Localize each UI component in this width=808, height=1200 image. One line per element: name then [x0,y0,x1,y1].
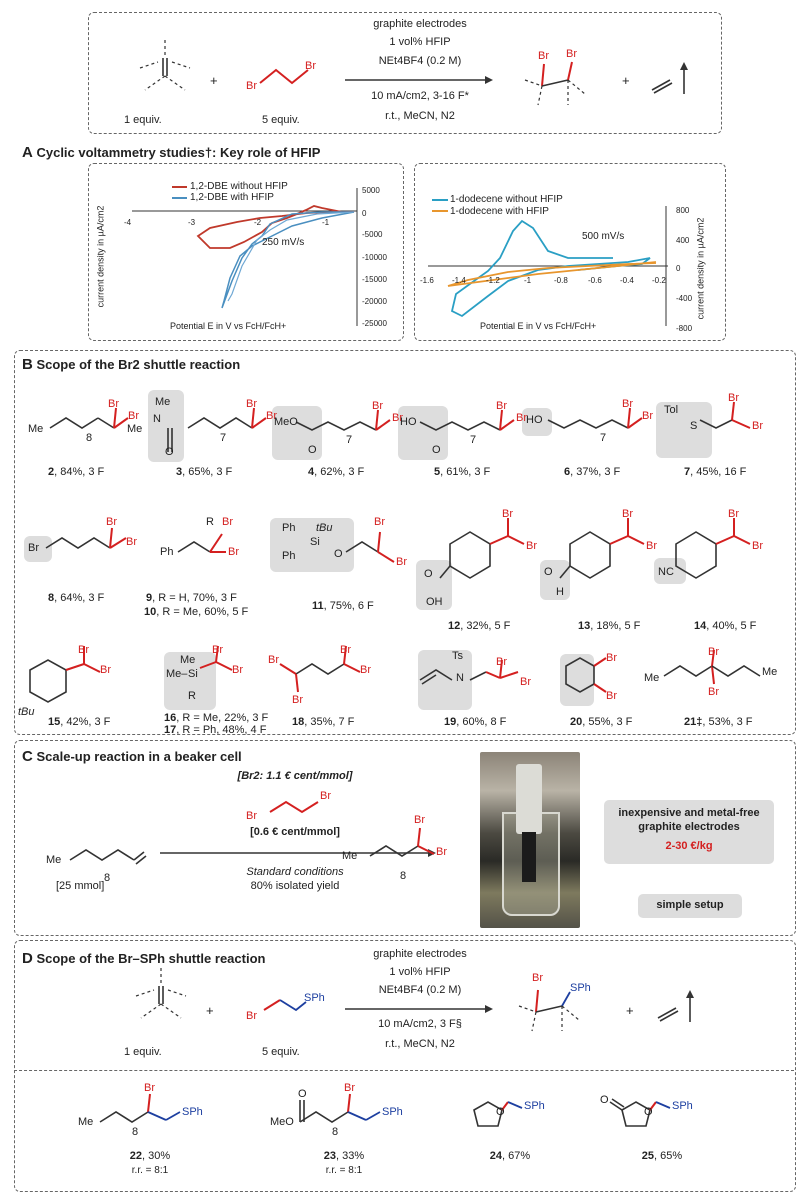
section-b-title: Scope of the Br2 shuttle reaction [36,357,241,372]
c18-br1: Br [268,654,279,666]
cap-2: 2, 84%, 3 F [48,466,105,478]
cv-right-ylabel: current density in µA/cm2 [695,217,706,320]
c5-o: O [432,444,441,456]
cv-left-xtick-3: -2 [254,218,262,227]
cap-3: 3, 65%, 3 F [176,466,233,478]
c7-s: S [690,420,698,432]
c11-tbu: tBu [316,522,333,534]
cap-12: 12, 32%, 5 F [448,620,511,632]
cap-10: 10, R = Me, 60%, 5 F [144,606,249,618]
cv-right-ytick-5: -800 [676,324,693,333]
cv-left-legend-1: 1,2-DBE without HFIP [190,181,288,192]
cv-left-xlabel: Potential E in V vs FcH/FcH+ [170,321,287,331]
d22-me: Me [78,1116,94,1128]
section-d-heading [22,950,265,967]
d25-sph: SPh [672,1100,693,1112]
d-prod-br: Br [532,972,543,984]
cv-left-ytick-3: -5000 [362,230,383,239]
top-br-1: Br [246,80,257,92]
feature-1-text: inexpensive and metal-free graphite electrodes [618,807,760,833]
d-cond-1: graphite electrodes [373,948,467,960]
cv-right-xtick-4: -1 [524,276,532,285]
cap-5: 5, 61%, 3 F [434,466,491,478]
cap-23: 23, 33% [323,1150,365,1162]
cap-17: 17, R = Ph, 48%, 4 F [164,724,267,736]
cap-25: 25, 65% [641,1150,683,1162]
cap-13: 13, 18%, 5 F [578,620,641,632]
d-eq2: 5 equiv. [262,1046,300,1058]
section-b-heading [22,356,240,373]
c4-n7: 7 [346,434,353,446]
d24-o: O [496,1106,505,1118]
c-cond-1: Standard conditions [246,866,344,878]
top-prod-br2: Br [566,48,577,60]
d25-o1: O [600,1094,609,1106]
c6-br2: Br [642,410,653,422]
section-c-heading [22,748,242,765]
c-br2-cost: [Br2: 1.1 € cent/mmol] [237,770,353,782]
cv-right-legend-2: 1-dodecene with HFIP [450,206,549,217]
c2-br1: Br [108,398,119,410]
c4-br2: Br [392,412,403,424]
cv-right-ytick-2: 400 [676,236,690,245]
c16-br1: Br [212,644,223,656]
c16-br2: Br [232,664,243,676]
c8-br0: Br [28,542,39,554]
row3-structures [0,640,808,720]
c14-br2: Br [752,540,763,552]
d23-sph: SPh [382,1106,403,1118]
c2-me: Me [28,423,44,435]
c19-n: N [456,672,464,684]
c3-me1: Me [155,396,171,408]
cap-8: 8, 64%, 3 F [48,592,105,604]
cv-left-ytick-2: 0 [362,209,367,218]
feature-2-text: simple setup [656,899,724,911]
d23-br: Br [344,1082,355,1094]
d25-o2: O [644,1106,653,1118]
c14-br1: Br [728,508,739,520]
c5-br1: Br [496,400,507,412]
c5-br2: Br [516,412,527,424]
c7-br2: Br [752,420,763,432]
cap-24: 24, 67% [489,1150,531,1162]
d22-br: Br [144,1082,155,1094]
d-scope-structures [0,1080,808,1160]
cv-right-xtick-8: -0.2 [652,276,666,285]
c4-o: O [308,444,317,456]
d-reagent-br: Br [246,1010,257,1022]
c13-h: H [556,586,564,598]
c8-br2: Br [126,536,137,548]
c11-ph2: Ph [282,550,296,562]
beaker-cell-photo [480,752,580,928]
c-product-structure [330,816,470,876]
cap-23-rr: r.r. = 8:1 [325,1165,363,1176]
c3-me2: Me [127,423,143,435]
top-ethylene [650,60,700,100]
cv-left-xtick-1: -4 [124,218,132,227]
cv-left-ytick-7: -25000 [362,319,387,328]
cap-20: 20, 55%, 3 F [570,716,633,728]
cap-21: 21‡, 53%, 3 F [684,716,753,728]
cap-9: 9, R = H, 70%, 3 F [146,592,237,604]
c14-nc: NC [658,566,674,578]
cv-left-scanrate: 250 mV/s [262,237,305,248]
cv-left-ytick-1: 5000 [362,186,380,195]
c3-o: O [165,446,174,458]
cv-right-ytick-4: -400 [676,294,693,303]
cap-22-rr: r.r. = 8:1 [131,1165,169,1176]
cap-19: 19, 60%, 8 F [444,716,507,728]
c12-br1: Br [502,508,513,520]
cv-right-xtick-7: -0.4 [620,276,634,285]
c18-br4: Br [360,664,371,676]
cap-16: 16, R = Me, 22%, 3 F [164,712,269,724]
c18-br2: Br [292,694,303,706]
c12-oh: OH [426,596,443,608]
cv-right-xtick-2: -1.4 [452,276,466,285]
c6-br1: Br [622,398,633,410]
top-cond-3: NEt4BF4 (0.2 M) [378,55,462,67]
c-prod-n8: 8 [400,870,407,882]
c6-ho: HO [526,414,543,426]
cv-left-ytick-5: -15000 [362,275,387,284]
d-alkene-structure [126,968,196,1028]
c21-br2: Br [708,686,719,698]
c20-br1: Br [606,652,617,664]
cv-left-blue-curve-2 [228,212,354,301]
electrode-holder [516,764,542,834]
cv-right-ytick-1: 800 [676,206,690,215]
d-prod-sph: SPh [570,982,591,994]
cv-right-ytick-3: 0 [676,264,681,273]
cap-15: 15, 42%, 3 F [48,716,111,728]
c18-br3: Br [340,644,351,656]
section-a-heading [22,144,320,161]
cap-11: 11, 75%, 6 F [312,600,374,612]
c11-ph1: Ph [282,522,296,534]
c9-ph: Ph [160,546,174,558]
cv-right-xtick-1: -1.6 [420,276,434,285]
cv-left-ytick-6: -20000 [362,297,387,306]
d-eq1: 1 equiv. [124,1046,162,1058]
c19-br2: Br [520,676,531,688]
d-reagent-sph: SPh [304,992,325,1004]
d23-meo: MeO [270,1116,294,1128]
c6-n7: 7 [600,432,607,444]
c-prod-br1: Br [414,814,425,826]
cv-left-blue-curve-1 [222,212,354,308]
d23-n8: 8 [332,1126,339,1138]
c9-br2: Br [228,546,239,558]
top-plus: + [210,73,218,88]
c15-br1: Br [78,644,89,656]
c20-br2: Br [606,690,617,702]
d22-sph: SPh [182,1106,203,1118]
c15-tbu: tBu [18,706,35,718]
d-cond-2: 1 vol% HFIP [389,966,451,978]
cap-22: 22, 30% [129,1150,171,1162]
c11-br1: Br [374,516,385,528]
cap-18: 18, 35%, 7 F [292,716,355,728]
top-cond-1: graphite electrodes [373,18,467,30]
cap-7: 7, 45%, 16 F [684,466,747,478]
top-eq2: 5 equiv. [262,114,300,126]
cv-left-ylabel: current density in µA/cm2 [95,205,106,308]
cv-left-xtick-2: -3 [188,218,196,227]
d24-sph: SPh [524,1100,545,1112]
cap-4: 4, 62%, 3 F [308,466,365,478]
top-product-structure [520,50,600,110]
c-cond-2: 80% isolated yield [250,880,340,892]
c3-br2: Br [266,410,277,422]
cv-left-ytick-4: -10000 [362,253,387,262]
section-c-letter: C [22,748,33,765]
top-arrow [345,75,495,85]
d-divider [14,1070,794,1071]
top-plus-2: + [622,73,630,88]
c3-n: N [153,413,161,425]
c11-si: Si [310,536,320,548]
c13-o: O [544,566,553,578]
c13-br2: Br [646,540,657,552]
top-eq1: 1 equiv. [124,114,162,126]
c4-br1: Br [372,400,383,412]
c11-br2: Br [396,556,407,568]
d-plus: + [206,1003,214,1018]
d-cond-4: 10 mA/cm2, 3 F§ [378,1018,462,1030]
d-cond-5: r.t., MeCN, N2 [385,1038,455,1050]
cap-14: 14, 40%, 5 F [694,620,757,632]
top-prod-br1: Br [538,50,549,62]
top-cond-2: 1 vol% HFIP [389,36,451,48]
top-br-2: Br [305,60,316,72]
c5-n7: 7 [470,434,477,446]
c-reagent-br2: Br [320,790,331,802]
c-prod-me: Me [342,850,358,862]
c13-br1: Br [622,508,633,520]
c21-me1: Me [644,672,660,684]
c3-n7: 7 [220,432,227,444]
cv-right-xtick-6: -0.6 [588,276,602,285]
c16-si: Si [188,668,198,680]
d23-o: O [298,1088,307,1100]
c-start-n8: 8 [104,872,111,884]
c11-o: O [334,548,343,560]
c7-tol: Tol [664,404,679,416]
c15-br2: Br [100,664,111,676]
c2-br2: Br [128,410,139,422]
c3-br1: Br [246,398,257,410]
c7-br1: Br [728,392,739,404]
section-a-letter: A [22,144,33,161]
top-cond-4: 10 mA/cm2, 3-16 F* [371,90,469,102]
cv-right-plot [418,166,718,338]
c16-me1: Me [180,654,196,666]
electrode-rod [522,832,536,882]
c16-r: R [188,690,196,702]
cv-left-legend-2: 1,2-DBE with HFIP [190,192,274,203]
cv-right-xlabel: Potential E in V vs FcH/FcH+ [480,321,597,331]
c-reagent-br1: Br [246,810,257,822]
c9-r: R [206,516,214,528]
c21-br1: Br [708,646,719,658]
cv-left-xtick-4: -1 [322,218,330,227]
c5-ho: HO [400,416,417,428]
c16-meme: Me– [166,668,188,680]
cv-right-scanrate: 500 mV/s [582,231,625,242]
cv-right-xtick-3: -1.2 [486,276,500,285]
cv-right-legend-1: 1-dodecene without HFIP [450,194,563,205]
c4-meo: MeO [274,416,298,428]
c21-me2: Me [762,666,778,678]
c-prod-br2: Br [436,846,447,858]
d22-n8: 8 [132,1126,139,1138]
d-plus-2: + [626,1003,634,1018]
d-arrow [345,1004,495,1014]
c-start-me: Me [46,854,62,866]
d-cond-3: NEt4BF4 (0.2 M) [378,984,462,996]
top-alkene-structure [130,40,200,100]
top-cond-5: r.t., MeCN, N2 [385,110,455,122]
feature-1-price: 2-30 €/kg [665,840,713,852]
section-d-title: Scope of the Br–SPh shuttle reaction [36,951,266,966]
c8-br1: Br [106,516,117,528]
section-b-letter: B [22,356,33,373]
c-scale: [25 mmol] [56,880,105,892]
c-reagent-cost: [0.6 € cent/mmol] [250,826,340,838]
c12-o: O [424,568,433,580]
c2-n: 8 [86,432,93,444]
c9-br1: Br [222,516,233,528]
c19-br1: Br [496,656,507,668]
cap-6: 6, 37%, 3 F [564,466,621,478]
c12-br2: Br [526,540,537,552]
cv-right-xtick-5: -0.8 [554,276,568,285]
d-ethylene [656,988,706,1028]
section-c-title: Scale-up reaction in a beaker cell [36,749,242,764]
c19-ts: Ts [452,650,463,662]
section-d-letter: D [22,950,33,967]
section-a-title: Cyclic voltammetry studies†: Key role of HFIP [36,145,321,160]
